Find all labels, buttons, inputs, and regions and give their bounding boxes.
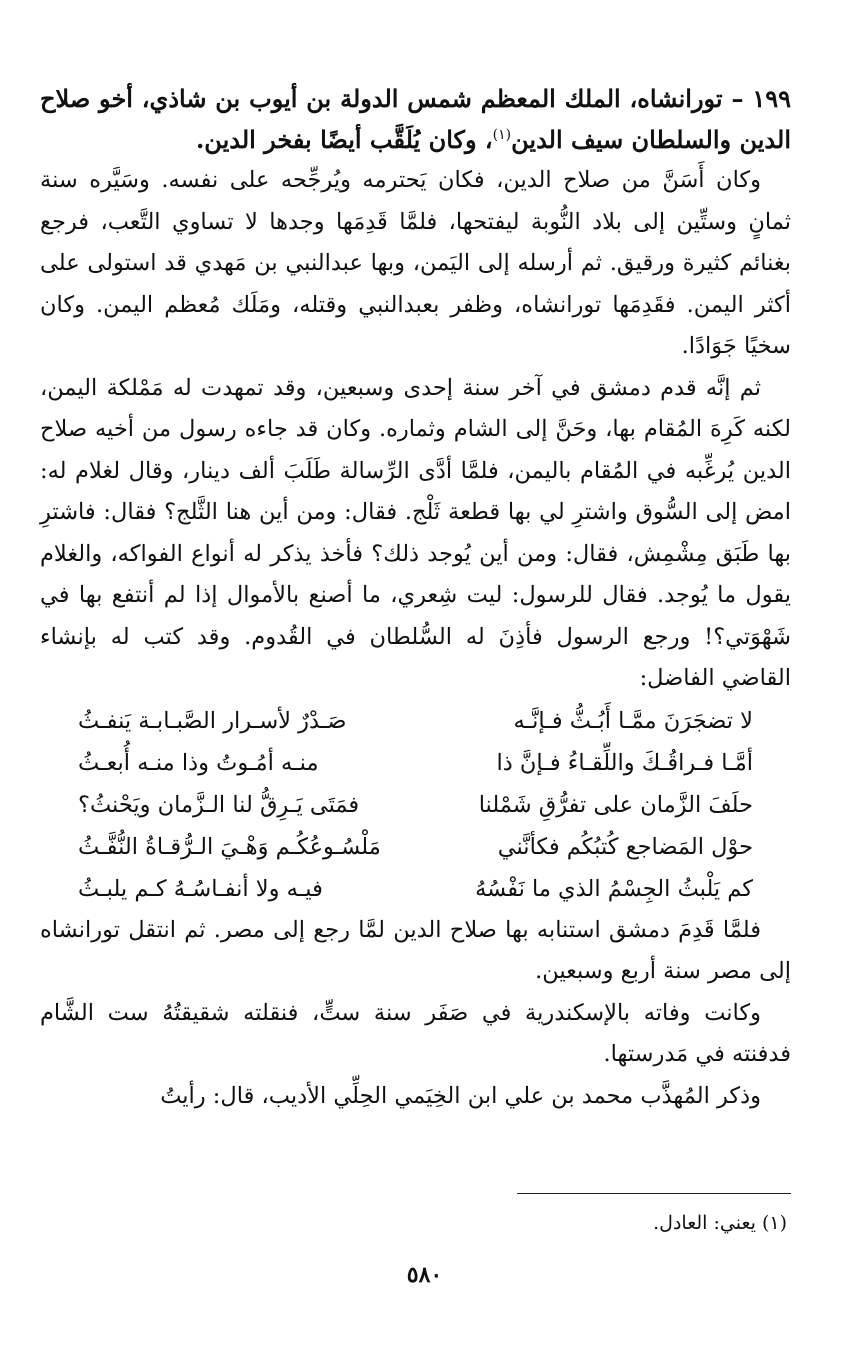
footnote-divider	[517, 1193, 791, 1194]
entry-title-end: ، وكان يُلَقَّب أيضًا بفخر الدين.	[195, 125, 493, 154]
verse-first-hemistich: لا تضجَرَنَ ممَّـا أَبُـثُّ فـإنَّـه	[513, 707, 753, 734]
footnote: (١) يعني: العادل.	[653, 1212, 787, 1234]
page-number: ٥٨٠	[406, 1262, 443, 1288]
paragraph-1: وكان أَسَنَّ من صلاح الدين، فكان يَحترمه ويُرجِّحه على نفسه. وسَيَّره سنة ثمانٍ وستِّين إلى بلاد النُّوبة ليفتحها، فلمَّا قَدِمَها وجدها لا تساوي التَّعب، فرجع بغنائم كثيرة ورقيق. ثم أرسله إلى اليَمن، وبها عبدالنبي بن مَهدي قد استولى على أكثر اليمن. فقَدِمَها تورانشاه، وظفر بعبدالنبي وقتله، ومَلَك مُعظم اليمن. وكان سخيًا جَوَادًا.	[40, 167, 791, 359]
footnote-reference: (١)	[492, 127, 512, 143]
verse-line	[78, 826, 753, 868]
verse-second-hemistich: منـه أمُـوتُ وذا منـه أُبعـثُ	[78, 749, 319, 776]
paragraph-3: فلمَّا قَدِمَ دمشق استنابه بها صلاح الدين لمَّا رجع إلى مصر. ثم انتقل تورانشاه إلى مصر سنة أربع وسبعين.	[40, 916, 791, 984]
verse-second-hemistich: فمَتَى يَـرِقُّ لنا الـزَّمان ويَحْنثُ؟	[78, 791, 360, 818]
verse-first-hemistich: كم يَلْبثُ الجِسْمُ الذي ما نَفْسُهُ	[475, 875, 753, 902]
verse-line	[78, 784, 753, 826]
verse-second-hemistich: فيـه ولا أنفـاسُـهُ كـم يلبـثُ	[78, 875, 323, 902]
verse-line	[78, 700, 753, 742]
verse-second-hemistich: صَـدْرٌ لأسـرار الصَّبـابـة يَنفـثُ	[78, 707, 347, 734]
paragraph-2: ثم إنَّه قدم دمشق في آخر سنة إحدى وسبعين، وقد تمهدت له مَمْلكة اليمن، لكنه كَرِهَ المُقام بها، وحَنَّ إلى الشام وثماره. وكان قد جاءه رسول من أخيه صلاح الدين يُرغِّبه في المُقام باليمن، فلمَّا أدَّى الرِّسالة طَلَبَ ألف دينار، وقال لغلام له: امض إلى السُّوق واشترِ لي بها قطعة ثَلْج. فقال: ومن أين هنا الثَّلج؟ فقال: فاشترِ بها طَبَق مِشْمِش، فقال: ومن أين يُوجد ذلك؟ فأخذ يذكر له أنواع الفواكه، والغلام يقول ما يُوجد. فقال للرسول: ليت شِعري، ما أصنع بالأموال إذا لم أنتفع بها في شَهْوَتي؟! ورجع الرسول فأذِنَ له السُّلطان في القُدوم. وقد كتب له بإنشاء القاضي الفاضل:	[40, 374, 791, 691]
verse-first-hemistich: أمَّـا فـراقُـكَ واللِّقـاءُ فـإنَّ ذا	[496, 749, 753, 776]
poem	[40, 700, 791, 910]
verse-first-hemistich: حلَفَ الزَّمان على تفرُّقِ شَمْلنا	[478, 791, 753, 818]
verse-first-hemistich: حوْل المَضاجع كُتبُكُم فكأنَّني	[497, 833, 753, 860]
verse-line	[78, 868, 753, 910]
paragraph-4: وكانت وفاته بالإسكندرية في صَفَر سنة ستٍّ، فنقلته شقيقتُهُ ست الشَّام فدفنته في مَدرستها.	[40, 999, 791, 1067]
entry-title: تورانشاه، الملك المعظم شمس الدولة بن أيوب بن شاذي، أخو صلاح الدين والسلطان سيف الدين	[40, 84, 791, 154]
verse-line	[78, 742, 753, 784]
paragraph-5: وذكر المُهذَّب محمد بن علي ابن الخِيَمي الحِلِّي الأديب، قال: رأيتُ	[160, 1082, 761, 1109]
entry-heading	[40, 78, 791, 160]
entry-number: ١٩٩ –	[731, 84, 792, 113]
verse-second-hemistich: مَلْسُـوعُكُـم وَهْـيَ الـرُّقـاةُ النُّفَّـثُ	[78, 833, 381, 860]
